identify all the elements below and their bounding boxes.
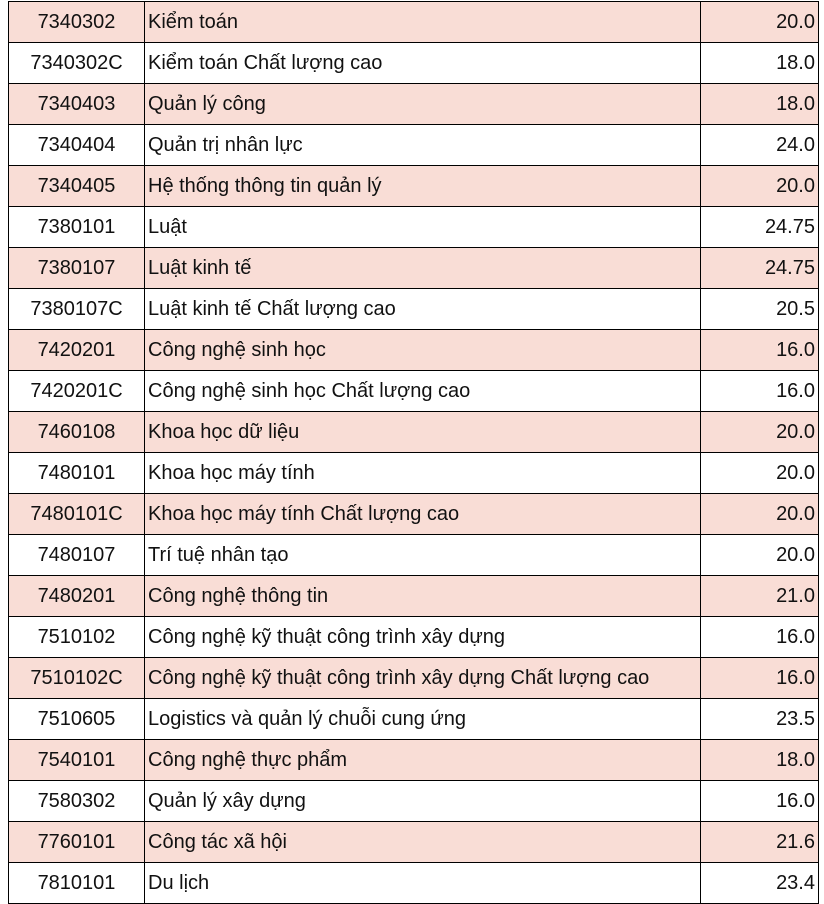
cutoff-score-cell: 23.4 <box>701 863 819 904</box>
program-name-cell: Kiểm toán Chất lượng cao <box>145 43 701 84</box>
program-name-cell: Công nghệ kỹ thuật công trình xây dựng <box>145 617 701 658</box>
program-code-cell: 7510102C <box>9 658 145 699</box>
table-row <box>9 207 819 248</box>
table-row <box>9 371 819 412</box>
program-name-cell: Công nghệ kỹ thuật công trình xây dựng Chất lượng cao <box>145 658 701 699</box>
table-row <box>9 412 819 453</box>
cutoff-score-cell: 23.5 <box>701 699 819 740</box>
table-row <box>9 822 819 863</box>
cutoff-score-cell: 16.0 <box>701 617 819 658</box>
cutoff-score-cell: 20.0 <box>701 453 819 494</box>
program-name-cell: Khoa học máy tính Chất lượng cao <box>145 494 701 535</box>
table-row <box>9 617 819 658</box>
program-code-cell: 7460108 <box>9 412 145 453</box>
cutoff-score-cell: 16.0 <box>701 330 819 371</box>
program-name-cell: Luật <box>145 207 701 248</box>
program-code-cell: 7380101 <box>9 207 145 248</box>
program-code-cell: 7760101 <box>9 822 145 863</box>
program-name-cell: Logistics và quản lý chuỗi cung ứng <box>145 699 701 740</box>
table-row <box>9 740 819 781</box>
program-code-cell: 7380107 <box>9 248 145 289</box>
cutoff-score-cell: 21.6 <box>701 822 819 863</box>
program-code-cell: 7340403 <box>9 84 145 125</box>
table-row <box>9 43 819 84</box>
program-name-cell: Công tác xã hội <box>145 822 701 863</box>
program-code-cell: 7480201 <box>9 576 145 617</box>
cutoff-score-cell: 24.0 <box>701 125 819 166</box>
program-name-cell: Khoa học dữ liệu <box>145 412 701 453</box>
table-row <box>9 863 819 904</box>
table-row <box>9 166 819 207</box>
program-name-cell: Luật kinh tế <box>145 248 701 289</box>
cutoff-score-cell: 20.0 <box>701 412 819 453</box>
cutoff-score-cell: 18.0 <box>701 740 819 781</box>
cutoff-score-cell: 16.0 <box>701 371 819 412</box>
program-name-cell: Quản trị nhân lực <box>145 125 701 166</box>
program-name-cell: Công nghệ thực phẩm <box>145 740 701 781</box>
cutoff-score-cell: 24.75 <box>701 207 819 248</box>
program-code-cell: 7480101C <box>9 494 145 535</box>
program-code-cell: 7340302 <box>9 2 145 43</box>
cutoff-score-cell: 20.0 <box>701 535 819 576</box>
table-row <box>9 453 819 494</box>
table-row <box>9 289 819 330</box>
cutoff-score-cell: 18.0 <box>701 43 819 84</box>
table-row <box>9 494 819 535</box>
cutoff-score-cell: 16.0 <box>701 781 819 822</box>
cutoff-score-cell: 24.75 <box>701 248 819 289</box>
program-name-cell: Công nghệ thông tin <box>145 576 701 617</box>
program-name-cell: Khoa học máy tính <box>145 453 701 494</box>
program-code-cell: 7420201C <box>9 371 145 412</box>
admission-score-table <box>8 1 819 904</box>
program-code-cell: 7340405 <box>9 166 145 207</box>
table-row <box>9 535 819 576</box>
cutoff-score-cell: 18.0 <box>701 84 819 125</box>
table-row <box>9 576 819 617</box>
program-name-cell: Du lịch <box>145 863 701 904</box>
program-code-cell: 7580302 <box>9 781 145 822</box>
program-code-cell: 7380107C <box>9 289 145 330</box>
cutoff-score-cell: 20.0 <box>701 166 819 207</box>
program-name-cell: Luật kinh tế Chất lượng cao <box>145 289 701 330</box>
table-row <box>9 2 819 43</box>
table-row <box>9 781 819 822</box>
table-row <box>9 330 819 371</box>
table-row <box>9 125 819 166</box>
program-code-cell: 7540101 <box>9 740 145 781</box>
table-row <box>9 84 819 125</box>
cutoff-score-cell: 20.0 <box>701 494 819 535</box>
program-code-cell: 7480101 <box>9 453 145 494</box>
cutoff-score-cell: 20.0 <box>701 2 819 43</box>
program-name-cell: Quản lý xây dựng <box>145 781 701 822</box>
cutoff-score-cell: 16.0 <box>701 658 819 699</box>
program-name-cell: Quản lý công <box>145 84 701 125</box>
program-name-cell: Kiểm toán <box>145 2 701 43</box>
program-code-cell: 7340404 <box>9 125 145 166</box>
program-code-cell: 7480107 <box>9 535 145 576</box>
table-row <box>9 658 819 699</box>
program-code-cell: 7510102 <box>9 617 145 658</box>
program-name-cell: Hệ thống thông tin quản lý <box>145 166 701 207</box>
program-code-cell: 7340302C <box>9 43 145 84</box>
program-code-cell: 7810101 <box>9 863 145 904</box>
cutoff-score-cell: 20.5 <box>701 289 819 330</box>
table-row <box>9 248 819 289</box>
table-row <box>9 699 819 740</box>
program-name-cell: Công nghệ sinh học Chất lượng cao <box>145 371 701 412</box>
program-name-cell: Trí tuệ nhân tạo <box>145 535 701 576</box>
table-body <box>9 2 819 904</box>
program-name-cell: Công nghệ sinh học <box>145 330 701 371</box>
cutoff-score-cell: 21.0 <box>701 576 819 617</box>
program-code-cell: 7420201 <box>9 330 145 371</box>
score-table-container <box>8 1 818 904</box>
program-code-cell: 7510605 <box>9 699 145 740</box>
